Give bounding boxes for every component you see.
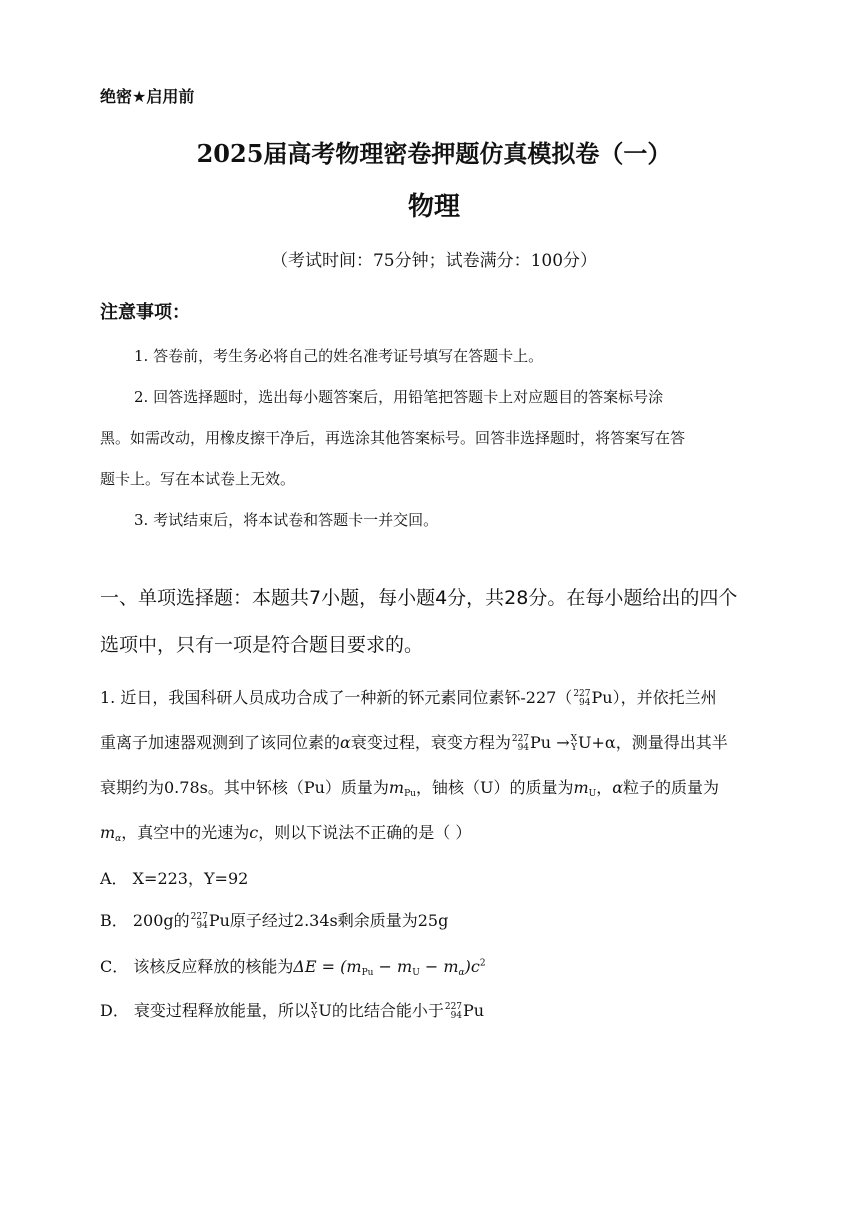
notice-item-2-line2: 黑。如需改动，用橡皮擦干净后，再选涂其他答案标号。回答非选择题时，将答案写在答 [100, 429, 686, 447]
exam-title: 2025届高考物理密卷押题仿真模拟卷（一） [196, 139, 672, 168]
section-heading-line2: 选项中，只有一项是符合题目要求的。 [100, 634, 424, 656]
subject-title: 物理 [407, 192, 460, 222]
confidential-label: 绝密★启用前 [100, 87, 195, 106]
question-1-line-1: 1. 近日，我国科研人员成功合成了一种新的钚元素同位素钚-227（ 227 94 Pu），并依托兰州 [100, 688, 717, 708]
notice-item-1: 1. 答卷前，考生务必将自己的姓名准考证号填写在答题卡上。 [134, 347, 544, 365]
notice-item-3: 3. 考试结束后，将本试卷和答题卡一并交回。 [134, 511, 439, 529]
question-1-line-2: 重离子加速器观测到了该同位素的α衰变过程，衰变方程为 227 94 Pu → X Y U+α，测量得出其半 [100, 733, 728, 753]
question-1-line-3: 衰期约为0.78s。其中钚核（Pu）质量为mPu，铀核（U）的质量为mU，α粒子的质量为 [100, 778, 720, 799]
notice-item-2-line3: 题卡上。写在本试卷上无效。 [100, 470, 296, 488]
exam-info: （考试时间：75分钟；试卷满分：100分） [270, 251, 598, 271]
question-1-line-4: mα，真空中的光速为c，则以下说法不正确的是（ ） [100, 823, 472, 844]
notice-item-2-line1: 2. 回答选择题时，选出每小题答案后，用铅笔把答题卡上对应题目的答案标号涂 [134, 388, 664, 406]
option-d: D． 衰变过程释放能量，所以 X Y U的比结合能小于 227 94 Pu [100, 1001, 485, 1021]
section-heading-line1: 一、单项选择题：本题共7小题，每小题4分，共28分。在每小题给出的四个 [100, 587, 738, 609]
notice-heading: 注意事项： [100, 302, 190, 323]
option-c: C． 该核反应释放的核能为ΔE = (mPu − mU − $m\alpha)c^2$ [100, 957, 486, 978]
section-heading [100, 575, 790, 669]
option-a: A． X=223，Y=92 [100, 869, 249, 888]
option-b: B． 200g的 227 94 Pu原子经过2.34s剩余质量为25g [100, 911, 449, 931]
